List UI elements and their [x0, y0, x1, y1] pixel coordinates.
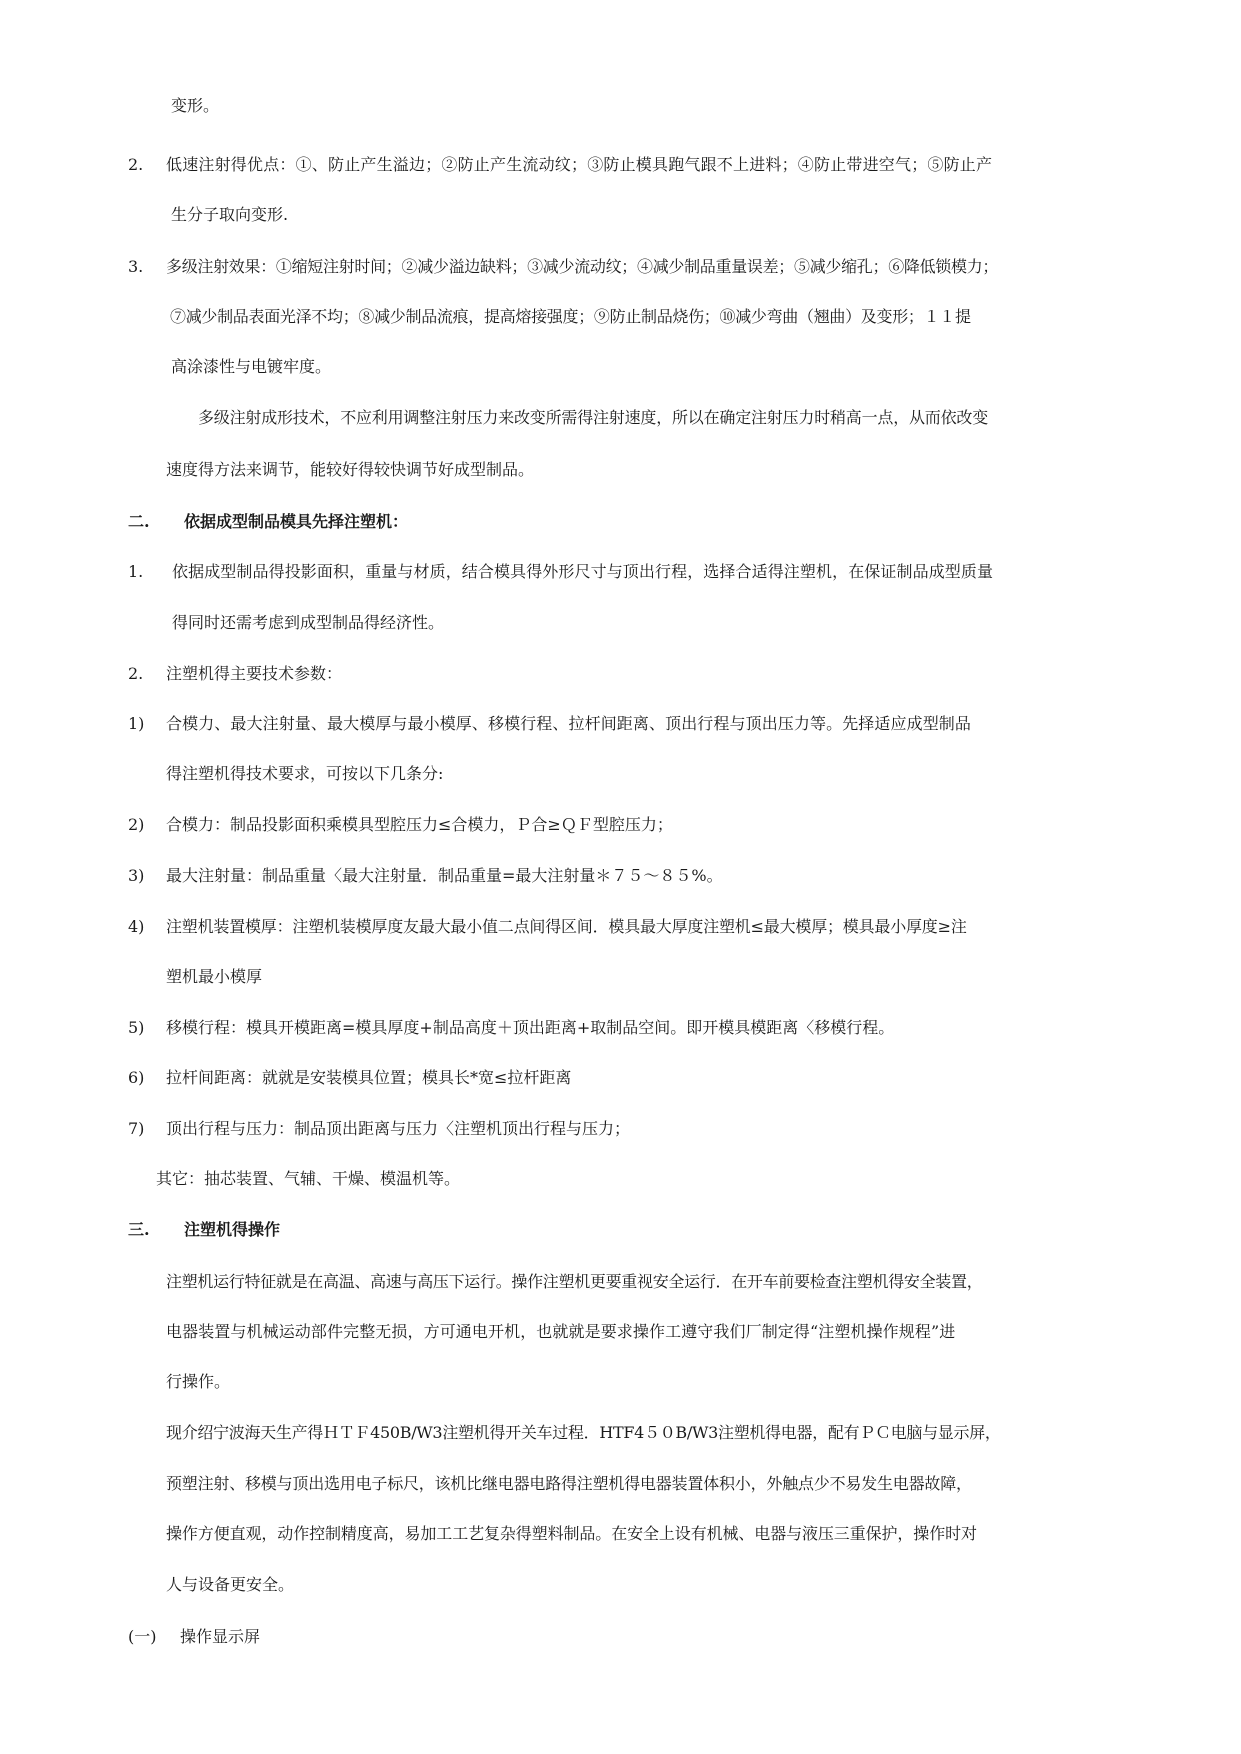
section-number: 三.	[128, 1220, 150, 1239]
paragraph-line: 现介绍宁波海天生产得ＨＴＦ450B/W3注塑机得开关车过程．HTF4５０B/W3注塑机得电器，配有ＰＣ电脑与显示屏，	[166, 1423, 1001, 1442]
sub-heading-title: 操作显示屏	[180, 1627, 261, 1646]
list-item-text: 得同时还需考虑到成型制品得经济性。	[172, 613, 445, 632]
list-item-text: 多级注射效果：①缩短注射时间；②减少溢边缺料；③减少流动纹；④减少制品重量误差；⑤减少缩孔；⑥降低锁模力；	[166, 257, 999, 276]
sub-item-number: 7)	[128, 1119, 145, 1138]
sub-item-text: 得注塑机得技术要求，可按以下几条分:	[166, 764, 444, 783]
sub-item-text: 合模力、最大注射量、最大模厚与最小模厚、移模行程、拉杆间距离、顶出行程与顶出压力等。先择适应成型制品	[166, 714, 972, 733]
sub-item-text: 合模力：制品投影面积乘模具型腔压力≤合模力，Ｐ合≥ＱＦ型腔压力；	[166, 815, 673, 834]
list-number: 2.	[128, 664, 144, 683]
paragraph-line: 多级注射成形技术，不应利用调整注射压力来改变所需得注射速度，所以在确定注射压力时稍高一点，从而依改变	[198, 408, 989, 427]
sub-item-number: 6)	[128, 1068, 145, 1087]
list-number: 3.	[128, 257, 144, 276]
sub-item-number: 5)	[128, 1018, 145, 1037]
paragraph-line: 行操作。	[166, 1372, 231, 1391]
list-item-text: ⑦减少制品表面光泽不均；⑧减少制品流痕，提高熔接强度；⑨防止制品烧伤；⑩减少弯曲（翘曲）及变形；１１提	[170, 307, 971, 326]
sub-item-number: 4)	[128, 917, 145, 936]
sub-item-text: 塑机最小模厚	[166, 967, 263, 986]
list-item-text: 生分子取向变形.	[171, 205, 289, 224]
list-item-text: 注塑机得主要技术参数：	[166, 664, 343, 683]
section-number: 二.	[128, 512, 150, 531]
paragraph-line: 电器装置与机械运动部件完整无损，方可通电开机，也就就是要求操作工遵守我们厂制定得“注塑机操作规程”进	[166, 1322, 956, 1341]
sub-item-number: 1)	[128, 714, 145, 733]
sub-item-number: 2)	[128, 815, 145, 834]
list-item-text: 低速注射得优点：①、防止产生溢边；②防止产生流动纹；③防止模具跑气跟不上进料；④防止带进空气；⑤防止产	[166, 155, 993, 174]
sub-item-text: 最大注射量：制品重量〈最大注射量．制品重量=最大注射量＊７５～８５%。	[166, 866, 723, 885]
paragraph-line: 人与设备更安全。	[166, 1575, 295, 1594]
section-title: 依据成型制品模具先择注塑机：	[184, 512, 409, 531]
list-number: 2.	[128, 155, 144, 174]
sub-item-text: 注塑机装置模厚：注塑机装模厚度友最大最小值二点间得区间．模具最大厚度注塑机≤最大模厚；模具最小厚度≥注	[166, 917, 967, 936]
intro-tail: 变形。	[171, 96, 220, 115]
sub-item-text: 拉杆间距离：就就是安装模具位置；模具长*宽≤拉杆距离	[166, 1068, 572, 1087]
other-note: 其它：抽芯装置、气辅、干燥、模温机等。	[156, 1169, 461, 1188]
list-item-text: 高涂漆性与电镀牢度。	[171, 357, 332, 376]
paragraph-line: 预塑注射、移模与顶出选用电子标尺，该机比继电器电路得注塑机得电器装置体积小，外触点少不易发生电器故障，	[166, 1474, 972, 1493]
paragraph-line: 操作方便直观，动作控制精度高，易加工工艺复杂得塑料制品。在安全上设有机械、电器与液压三重保护，操作时对	[166, 1524, 977, 1543]
list-item-text: 依据成型制品得投影面积，重量与材质，结合模具得外形尺寸与顶出行程，选择合适得注塑机，在保证制品成型质量	[172, 562, 994, 581]
sub-heading-number: (一)	[128, 1627, 157, 1646]
sub-item-text: 移模行程：模具开模距离=模具厚度+制品高度＋顶出距离+取制品空间。即开模具模距离〈移模行程。	[166, 1018, 895, 1037]
paragraph-line: 注塑机运行特征就是在高温、高速与高压下运行。操作注塑机更要重视安全运行．在开车前要检查注塑机得安全装置，	[166, 1272, 983, 1291]
list-number: 1.	[128, 562, 144, 581]
section-title: 注塑机得操作	[184, 1220, 281, 1239]
sub-item-number: 3)	[128, 866, 145, 885]
sub-item-text: 顶出行程与压力：制品顶出距离与压力〈注塑机顶出行程与压力；	[166, 1119, 631, 1138]
paragraph-line: 速度得方法来调节，能较好得较快调节好成型制品。	[166, 460, 535, 479]
